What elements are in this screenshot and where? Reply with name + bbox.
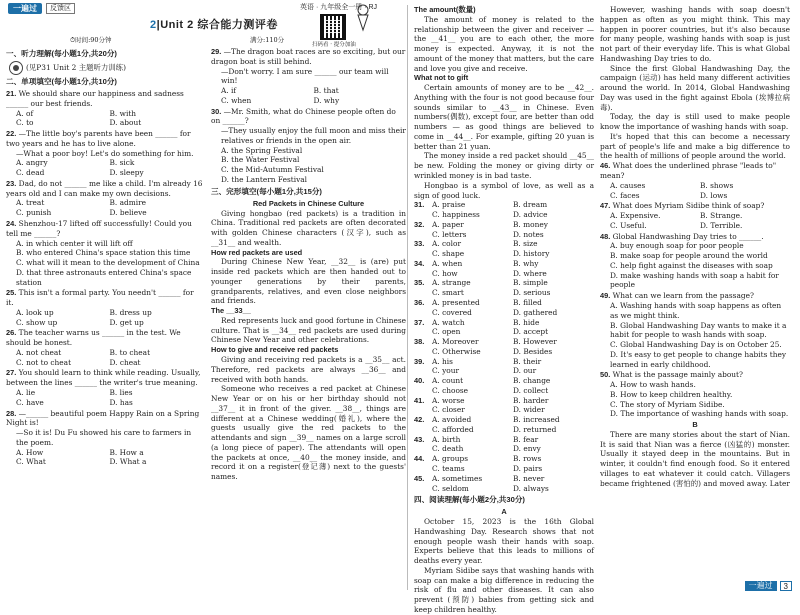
option[interactable]: C. your [432,366,460,376]
reading-paragraph: However, washing hands with soap doesn't happen as often as you might think. This may happen in poorer countries, but it's also because for many people, washing hands with soap is just not part of their everyday life. This is what Global Handwashing Day tries to do. [600,5,790,63]
option[interactable]: C. when [221,95,252,105]
option[interactable]: D. make washing hands with soap a habit for people [610,270,779,290]
option[interactable]: B. Global Handwashing Day wants to make it a habit for people to wash hands with soap. [610,320,787,340]
option[interactable]: C. closer [432,405,465,415]
question-25: 25. This isn't a formal party. You needn't ______ for it. A. look up B. dress up C. show up D. get up [6,288,203,327]
question-28: 28. —______ beautiful poem Happy Rain on a Spring Night is! —So it is! Du Fu showed his care to farmers in the poem. A. How B. How a C. What D. What a [6,409,203,468]
option[interactable]: D. believe [109,208,147,218]
cloze-option-row [414,308,594,318]
option[interactable]: D. Terrible. [700,220,743,230]
option[interactable]: C. The story of Myriam Sidibe. [610,399,725,409]
option[interactable]: D. cheat [109,357,141,367]
cloze-subheading: What not to gift [414,73,469,83]
cloze-options-list [414,200,594,493]
cloze-paragraph: The money inside a red packet should __45__ be new. Folding the money or giving dirty or wrinkled money is in bad taste. [414,151,594,181]
option[interactable]: B. hide [513,317,540,327]
option[interactable]: B. to cheat [109,347,151,357]
subject-line: 英语 · 九年级全一册 · RJ [300,4,377,11]
question-26: 26. The teacher warns us ______ in the test. We should be honest. A. not cheat B. to cheat C. not to cheat D. cheat [6,328,203,367]
option[interactable]: B. sick [109,158,135,168]
option[interactable]: B. why [513,258,539,268]
option[interactable]: A. How to wash hands. [610,380,696,390]
cloze-number: 43. [414,434,425,444]
option[interactable]: A. birth [432,434,461,444]
option[interactable]: A. Washing hands with soap happens as often as we might think. [610,300,782,320]
option[interactable]: B. increased [513,415,560,425]
reading-paragraph: Myriam Sidibe says that washing hands with soap can make a big difference in reducing the risk of flu and other diseases. It can also prevent (预防) babies from getting sick and keep children healthy. [414,565,594,614]
option[interactable]: D. notes [513,229,544,239]
cloze-number: 42. [414,415,425,425]
option[interactable]: B. change [513,376,551,386]
cloze-paragraph: Giving and receiving red packets is a __35__ act. Therefore, red packets are always __36__ and received with both hands. [211,354,406,384]
option[interactable]: C. dead [16,168,45,178]
option[interactable]: A. presented [432,297,480,307]
reading-paragraph: There are many stories about the start of Nian. It is said that Nian was a fierce (凶猛的) monster. Usually it stayed deep in the mountains. But in winter, it couldn't find enough food. So it entered villages to eat whatever it could catch. Villagers became frightened (害怕的) and moved away. Later [600,429,790,488]
option[interactable]: A. of [16,108,34,118]
option[interactable]: A. the Spring Festival [221,145,303,155]
cloze-heading: Red Packets in Chinese Culture [252,198,365,208]
option[interactable]: D. why [313,95,340,105]
cloze-option-row [414,220,594,230]
option[interactable]: D. wider [513,405,545,415]
option[interactable]: D. What a [109,457,147,467]
option[interactable]: B. size [513,239,538,249]
option[interactable]: D. It's easy to get people to change habits they learned in early childhood. [610,349,787,369]
option[interactable]: B. How a [109,447,144,457]
option[interactable]: A. paper [432,219,464,229]
section-single-choice-title: 二、单项填空(每小题1分,共10分) [6,77,117,87]
option[interactable]: D. always [513,483,549,493]
cloze-number: 45. [414,473,425,483]
option[interactable]: A. Expensive. [610,211,661,221]
option[interactable]: C. shape [432,249,465,259]
column-4 [600,5,790,489]
option[interactable]: A. worse [432,395,465,405]
cloze-option-row [414,484,594,494]
passage-b-label: B [692,420,698,430]
cloze-option-row [414,347,594,357]
option[interactable]: D. returned [513,424,557,434]
cloze-number: 31. [414,200,425,210]
option[interactable]: A. buy enough soap for poor people [610,241,744,251]
option[interactable]: A. in which center it will lift off [16,238,133,248]
option[interactable]: B. lies [109,388,133,397]
option[interactable]: C. open [432,327,461,337]
cloze-option-row [414,405,594,415]
listening-note: (见P31 Unit 2 主题听力训练) [6,61,203,75]
option[interactable]: D. get up [109,317,144,327]
cloze-number: 36. [414,297,425,307]
cloze-option-row [414,318,594,328]
question-24: 24. Shenzhou-17 lifted off successfully! Could you tell me ______? A. in which center it will lift off B. who entered China's space station this time C. what will it mean to the development of China D. that three astronauts entered China's space station [6,219,203,287]
option[interactable]: C. seldom [432,483,469,493]
cloze-subheading: The __33__ [211,306,251,316]
option[interactable]: A. treat [16,198,45,208]
option[interactable]: A. when [432,258,463,268]
option[interactable]: C. death [432,444,464,454]
column-3 [414,5,594,615]
page-number: 3 [780,581,792,591]
option[interactable]: C. letters [432,229,467,239]
question-46: 46. What does the underlined phrase "leads to" mean? A. causes B. shows C. faces D. lows [600,161,790,200]
option[interactable]: B. However [513,337,557,347]
option[interactable]: A. count [432,376,464,386]
option[interactable]: A. strange [432,278,471,288]
option[interactable]: D. sleepy [109,168,144,178]
option[interactable]: B. harder [513,395,549,405]
option[interactable]: C. help fight against the diseases with soap [610,260,773,270]
qr-caption: 扫码看 · 提分加油 [312,42,356,48]
option[interactable]: C. smart [432,288,464,298]
cloze-option-row [414,327,594,337]
option[interactable]: D. the Lantern Festival [221,174,308,184]
option[interactable]: C. Otherwise [432,346,481,356]
option[interactable]: D. gathered [513,307,558,317]
mascot-icon [354,3,372,31]
option[interactable]: B. dress up [109,307,152,317]
option[interactable]: D. about [109,118,142,128]
option[interactable]: A. Moreover [432,337,479,347]
option[interactable]: B. filled [513,297,542,307]
cloze-option-row [414,298,594,308]
cloze-option-row [414,259,594,269]
option[interactable]: A. lie [16,388,36,397]
cloze-option-row [414,386,594,396]
option[interactable]: B. Strange. [700,211,743,221]
cloze-number: 40. [414,376,425,386]
column-1 [6,47,203,468]
option[interactable]: C. afforded [432,424,474,434]
cloze-option-row [414,288,594,298]
option[interactable]: A. his [432,356,453,366]
question-21: 21. We should share our happiness and sadness ______ our best friends. A. of B. with C. to D. about [6,89,203,128]
option[interactable]: A. groups [432,454,469,464]
question-22: 22. —The little boy's parents have been ______ for two years and he has to live alone. —What a poor boy! Let's do something for him. A. angry B. sick C. dead D. sleepy [6,129,203,178]
cloze-number: 39. [414,356,425,366]
feedback-tag: 反馈区 [46,3,75,14]
option[interactable]: B. the Water Festival [221,155,300,165]
cloze-number: 34. [414,258,425,268]
question-48: 48. Global Handwashing Day tries to ______. A. buy enough soap for poor people B. make soap for people around the world C. help fight against the diseases with soap D. make washing hands with soap a habit for people [600,232,790,291]
option[interactable]: C. have [16,397,44,407]
cloze-paragraph: Certain amounts of money are to be __42__. Anything with the four is not good because four sounds similar to __43__ in Chinese. Even numbers(偶数), except four, are better than odd numbers — as good things are believed to come in __44__. For example, gifting 20 yuan is better than 21 yuan. [414,83,594,151]
question-47: 47. What does Myriam Sidibe think of soap? A. Expensive. B. Strange. C. Useful. D. Terrible. [600,201,790,230]
cloze-option-row [414,454,594,464]
option[interactable]: C. Global Handwashing Day is on October 25. [610,340,782,350]
center-divider [407,5,408,590]
option[interactable]: D. accept [513,327,549,337]
cloze-option-row [414,278,594,288]
option[interactable]: C. to [16,118,34,128]
option[interactable]: D. pairs [513,463,543,473]
option[interactable]: C. the Mid-Autumn Festival [221,165,324,175]
option[interactable]: A. look up [16,307,54,317]
cloze-option-row [414,376,594,386]
passage-a-label: A [501,507,507,517]
cloze-number: 38. [414,337,425,347]
reading-paragraph: October 15, 2023 is the 16th Global Handwashing Day. Research shows that not enough people wash their hands with soap. Experts believe that this leads to millions of deaths every year. [414,517,594,566]
footer-brand: 一遍过 [745,581,777,591]
option[interactable]: B. simple [513,278,548,288]
reading-paragraph: Since the first Global Handwashing Day, the campaign (运动) has held many different activities around the world. In 2014, Global Handwashing Day was used in the fight against Ebola (埃博拉病毒). [600,63,790,112]
section-cloze-title: 三、完形填空(每小题1分,共15分) [211,186,322,196]
option[interactable]: D. Besides [513,346,553,356]
cloze-option-row [414,239,594,249]
option[interactable]: B. with [109,108,137,118]
cloze-subheading: How to give and receive red packets [211,345,339,355]
cloze-paragraph: Red represents luck and good fortune in Chinese culture. That is __34__ red packets are used during Chinese New Year and other celebrations. [211,315,406,345]
reading-paragraph: It's hoped that this can become a necessary part of people's life and make a big difference to the health of millions of people around the world. [600,131,790,161]
reading-paragraph: Today, the day is still used to make people know the importance of washing hands with soap. [600,112,790,132]
cloze-option-row [414,200,594,210]
cloze-number: 33. [414,239,425,249]
cloze-paragraph: Hongbao is a symbol of love, as well as a sign of good luck. [414,180,594,200]
question-23: 23. Dad, do not ______ me like a child. I'm already 16 years old and I can make my own decisions. A. treat B. admire C. punish D. believe [6,178,203,218]
cloze-option-row [414,425,594,435]
option[interactable]: A. sometimes [432,473,483,483]
cloze-subheading: The amount(数量) [414,5,476,14]
option[interactable]: C. how [432,268,458,278]
cloze-option-row [414,444,594,454]
option[interactable]: C. What [16,457,46,467]
option[interactable]: B. How to keep children healthy. [610,389,733,399]
option[interactable]: D. where [513,268,547,278]
page-title: 2|Unit 2 综合能力测评卷 [150,19,278,31]
option[interactable]: A. not cheat [16,347,62,357]
cloze-number: 37. [414,317,425,327]
option[interactable]: B. make soap for people around the world [610,251,768,261]
option[interactable]: C. Useful. [610,220,647,230]
option[interactable]: A. angry [16,158,48,168]
cloze-option-row [414,415,594,425]
option[interactable]: D. advice [513,210,548,220]
qr-code-icon[interactable] [320,14,346,40]
option[interactable]: A. if [221,86,237,96]
option[interactable]: B. money [513,219,548,229]
cloze-subheading: How red packets are used [211,247,303,257]
option[interactable]: B. admire [109,198,147,208]
option[interactable]: B. dream [513,200,548,210]
cloze-paragraph: Someone who receives a red packet at Chinese New Year or on his or her birthday should not __37__ it in front of the giver. __38__, things are different at a Chinese wedding(婚礼), where the guests usually give the red packets to the attendants and sign __39__ names on a large scroll (a long piece of paper). The attendants will open the packets at once, __40__ the money inside, and record it on a register(登记薄) next to the guests' names. [211,384,406,482]
question-49: 49. What can we learn from the passage? A. Washing hands with soap happens as often as we might think. B. Global Handwashing Day wants to make it a habit for people to wash hands with soap. C. Global Handwashing Day is on October 25. D. It's easy to get people to change habits they learned in early childhood. [600,291,790,369]
option[interactable]: D. serious [513,288,551,298]
option[interactable]: A. causes [610,180,646,190]
option[interactable]: C. what will it mean to the development of China [16,258,200,268]
option[interactable]: A. How [16,447,44,457]
option[interactable]: A. color [432,239,461,249]
cloze-option-row [414,435,594,445]
question-50: 50. What is the passage mainly about? A. How to wash hands. B. How to keep children healthy. C. The story of Myriam Sidibe. D. The importance of washing hands with soap. [600,370,789,419]
column-2 [211,47,406,482]
option[interactable]: D. has [109,397,133,407]
section-listening-title: 一、听力理解(每小题1分,共20分) [6,49,117,58]
option[interactable]: D. lows [700,190,728,200]
option[interactable]: D. envy [513,444,541,454]
option[interactable]: C. choose [432,385,469,395]
option[interactable]: D. our [513,366,537,376]
cloze-option-row [414,464,594,474]
question-30: 30. —Mr. Smith, what do Chinese people often do on ______? —They usually enjoy the full moon and miss their relatives or friends in the open air. A. the Spring Festival B. the Water Festival C. the Mid-Autumn Festival D. the Lantern Festival [211,106,406,184]
cloze-paragraph: During Chinese New Year, __32__ is (are) put inside red packets which are then handed out to younger generations by their parents, grandparents, relatives, and even close neighbors and friends. [211,257,406,306]
cloze-option-row [414,357,594,367]
cloze-option-row [414,269,594,279]
option[interactable]: B. fear [513,434,539,444]
question-27: 27. You should learn to think while reading. Usually, between the lines ______ the writer's true meaning. A. lie B. lies C. have D. has [6,368,203,407]
option[interactable]: B. shows [700,180,734,190]
option[interactable]: A. avoided [432,415,472,425]
cloze-option-row [414,366,594,376]
headphone-icon [9,61,23,75]
cloze-option-row [414,230,594,240]
option[interactable]: C. covered [432,307,472,317]
cloze-option-row [414,396,594,406]
brand-logo: 一遍过 [8,3,42,14]
option[interactable]: D. The importance of washing hands with soap. [610,409,789,419]
cloze-number: 44. [414,454,425,464]
option[interactable]: C. punish [16,208,52,218]
option[interactable]: C. happiness [432,210,480,220]
time-limit: ⏱时间:90分钟 [70,36,112,44]
cloze-option-row [414,210,594,220]
option[interactable]: B. never [513,473,545,483]
option[interactable]: C. teams [432,463,465,473]
cloze-number: 41. [414,395,425,405]
cloze-paragraph: Giving hongbao (red packets) is a tradition in China. Traditional red packets are often decorated with golden Chinese characters (汉字), such as __31__ and wealth. [211,208,406,247]
option[interactable]: C. faces [610,190,640,200]
cloze-option-row [414,474,594,484]
option[interactable]: B. who entered China's space station this time [16,248,191,258]
page-footer [745,581,792,591]
option[interactable]: A. praise [432,200,466,210]
cloze-option-row [414,249,594,259]
option[interactable]: D. history [513,249,550,259]
cloze-option-row [414,337,594,347]
option[interactable]: C. show up [16,317,58,327]
option[interactable]: B. their [513,356,542,366]
option[interactable]: B. that [313,86,339,96]
option[interactable]: D. that three astronauts entered China's space station [16,267,192,287]
full-score: 满分:110分 [250,36,285,44]
option[interactable]: C. not to cheat [16,357,72,367]
option[interactable]: A. watch [432,317,465,327]
question-29: 29. —The dragon boat races are so exciting, but our dragon boat is still behind. —Don't worry. I am sure ______ our team will win! A. if B. that C. when D. why [211,47,406,105]
cloze-number: 32. [414,219,425,229]
option[interactable]: B. rows [513,454,542,464]
cloze-number: 35. [414,278,425,288]
cloze-paragraph: The amount of money is related to the relationship between the giver and receiver — the __41__ you are to each other, the more money is expected. Anyway, it is not the amount of the money that matters, but the care and love you give and receive. [414,14,594,73]
option[interactable]: D. collect [513,385,549,395]
section-reading-title: 四、阅读理解(每小题2分,共30分) [414,495,525,505]
